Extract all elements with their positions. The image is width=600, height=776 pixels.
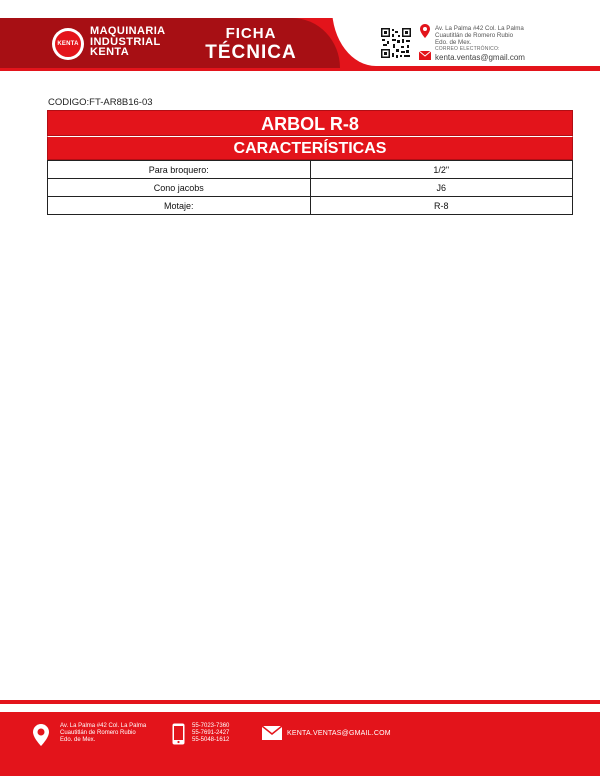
logo-text: KENTA [57,41,79,47]
company-name-line: MAQUINARIA [90,25,166,37]
row-value: 1/2" [310,161,573,179]
logo-badge [54,30,82,58]
address-line: Cuautitlán de Romero Rubio [435,32,514,39]
row-value: R-8 [310,197,573,215]
address-line: Av. La Palma #42 Col. La Palma [435,25,524,32]
email-label: CORREO ELECTRÓNICO: [435,46,500,52]
company-logo [52,28,84,60]
location-pin-icon [420,24,430,38]
address-line: Av. La Palma #42 Col. La Palma [60,723,147,729]
characteristics-table [47,160,573,215]
footer-email[interactable]: KENTA.VENTAS@GMAIL.COM [287,730,391,737]
row-value: J6 [310,179,573,197]
company-name-line: INDUSTRIAL [90,35,161,48]
document-type-line-1: FICHA [225,25,277,42]
spec-sheet [47,110,573,215]
document-type-line-2: TÉCNICA [205,42,297,63]
row-label: Cono jacobs [48,179,311,197]
footer-phones [192,723,229,744]
phone-icon [172,723,185,745]
address-line: Edo. de Mex. [60,737,96,743]
envelope-icon [419,51,431,60]
table-row [48,161,573,179]
page-header [0,0,600,76]
table-row [48,179,573,197]
section-title: CARACTERÍSTICAS [47,136,573,160]
header-address [435,25,575,46]
location-pin-icon [33,724,49,746]
document-code: CODIGO:FT-AR8B16-03 [48,97,153,108]
phone-number[interactable]: 55-7691-2427 [192,730,230,736]
footer-address [60,723,146,744]
header-divider [0,68,600,71]
page-footer [0,712,600,776]
company-name-line: KENTA [90,46,130,58]
row-label: Para broquero: [48,161,311,179]
qr-code-icon [380,27,412,59]
phone-number[interactable]: 55-5048-1612 [192,737,230,743]
address-line: Cuautitlán de Romero Rubio [60,730,136,736]
envelope-icon [262,726,282,740]
document-type-title [196,24,306,62]
footer-divider [0,700,600,704]
table-row [48,197,573,215]
company-name [90,26,200,58]
address-line: Edo. de Mex. [435,39,472,46]
row-label: Motaje: [48,197,311,215]
phone-number[interactable]: 55-7023-7360 [192,723,230,729]
product-title: ARBOL R-8 [47,110,573,136]
header-email[interactable]: kenta.ventas@gmail.com [435,53,525,62]
